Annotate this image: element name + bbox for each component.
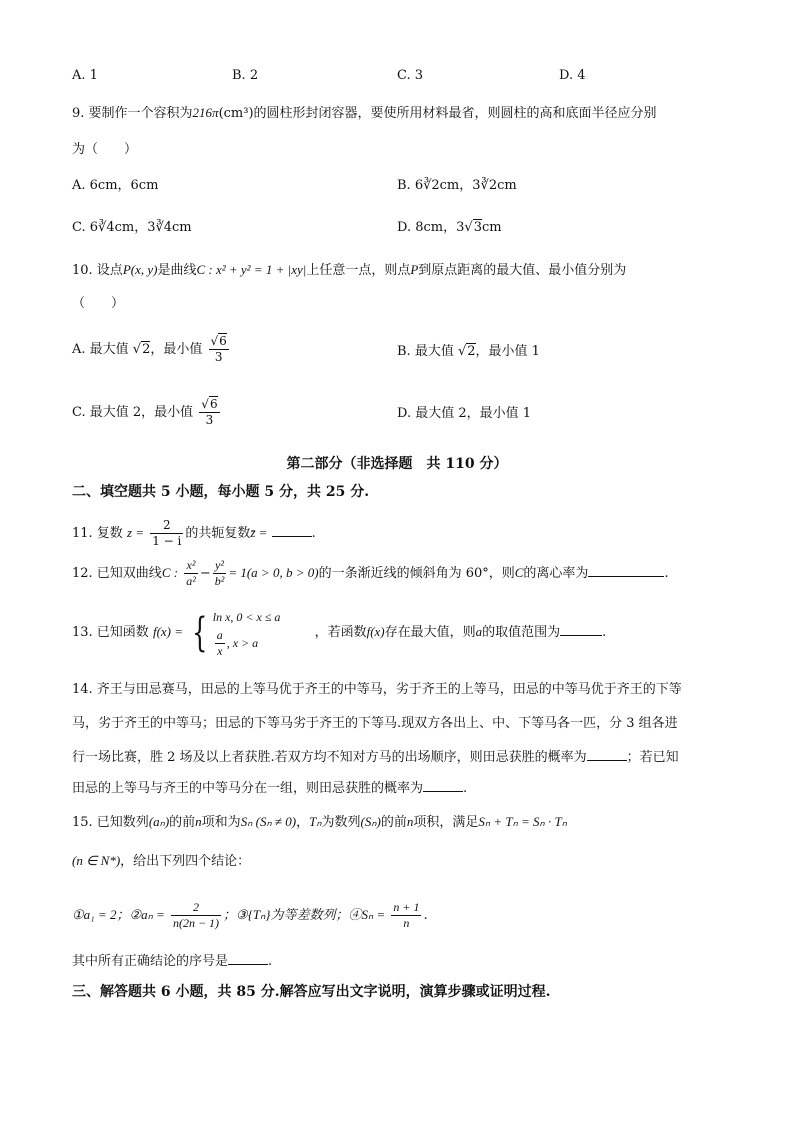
- q9-option-d: D. 8cm，3√3cm: [397, 220, 502, 235]
- q13-cases: ln x, 0 < x ≤ a $\frac{a}{x}$ , x > a: [212, 610, 281, 658]
- q12-fraction-x: $\frac{\text{x²}}{\text{a²}}$: [186, 558, 196, 588]
- q15-answer-blank[interactable]: [228, 950, 268, 965]
- q10-option-c: C. 最大值 2，最小值 $\frac{√6}{3}$: [72, 397, 218, 427]
- q11: 11. 复数 z = $\frac{2}{1 - i}$ 的共轭复数z̄ = .: [72, 518, 316, 548]
- q11-fraction: $\frac{2}{1 - i}$: [152, 518, 182, 548]
- q10-stem: 10. 设点P(x, y)是曲线C : x² + y² = 1 + |xy|上任意一点，则点P到原点距离的最大值、最小值分别为: [72, 262, 627, 278]
- q12-answer-blank[interactable]: [588, 562, 664, 577]
- q9-option-c: C. 6∛4cm，3∛4cm: [72, 220, 192, 235]
- q12-fraction-y: $\frac{\text{y²}}{\text{b²}}$: [214, 558, 225, 588]
- q14-line3: 行一场比赛，胜 2 场及以上者获胜.若双方均不知对方马的出场顺序，则田忌获胜的概率为 ；若已知: [72, 746, 679, 768]
- q14-line1: 14. 齐王与田忌赛马，田忌的上等马优于齐王的中等马，劣于齐王的上等马，田忌的中等马优于齐王的下等: [72, 682, 682, 697]
- q14-line4: 田忌的上等马与齐王的中等马分在一组，则田忌获胜的概率为 .: [72, 777, 467, 799]
- q13-brace: {: [192, 609, 208, 656]
- q12: 12. 已知双曲线C : $\frac{\text{x²}}{\text{a²}}$ − $\frac{\text{y²}}{\text{b²}}$ = 1(a > 0, b > 0)的一条渐近线的倾斜角为 60°，则C的离心率为 .: [72, 558, 669, 588]
- q10-c-fraction: $\frac{√6}{3}$: [201, 397, 218, 427]
- section2-heading: 二、填空题共 5 小题，每小题 5 分，共 25 分.: [72, 484, 370, 500]
- q14-answer-blank-2[interactable]: [423, 777, 463, 792]
- q10-option-b: B. 最大值 √2，最小值 1: [397, 344, 540, 359]
- q9-option-a: A. 6cm，6cm: [72, 178, 159, 193]
- section3-heading: 三、解答题共 6 小题，共 85 分.解答应写出文字说明，演算步骤或证明过程.: [72, 984, 551, 1000]
- q10-option-a: A. 最大值 √2，最小值 $\frac{√6}{3}$: [72, 334, 227, 364]
- q15-line4: 其中所有正确结论的序号是 .: [72, 950, 272, 972]
- q15-fraction-an: $\frac{2}{n(2n - 1)}$: [172, 900, 220, 930]
- q14-line2: 马，劣于齐王的中等马；田忌的下等马劣于齐王的下等马.现双方各出上、中、下等马各一匹，分 3 组各进: [72, 716, 678, 731]
- q8-option-a: A. 1: [72, 68, 98, 83]
- q8-option-d: D. 4: [559, 68, 586, 83]
- q9-stem-line2: 为（ ）: [72, 142, 138, 157]
- q10-stem-line2: （ ）: [72, 296, 125, 311]
- q8-option-c: C. 3: [397, 68, 424, 83]
- q15-line2: (n ∈ N*)，给出下列四个结论：: [72, 853, 251, 869]
- q15-fraction-sn: $\frac{n + 1}{n}$: [393, 900, 420, 930]
- q8-option-b: B. 2: [232, 68, 259, 83]
- part2-title: 第二部分（非选择题 共 110 分）: [286, 456, 508, 472]
- q15-stem: 15. 已知数列(aₙ)的前n项和为Sₙ (Sₙ ≠ 0)，Tₙ为数列(Sₙ)的前n项积，满足Sₙ + Tₙ = Sₙ · Tₙ: [72, 814, 567, 830]
- q14-answer-blank-1[interactable]: [587, 746, 627, 761]
- q9-stem: 9. 要制作一个容积为216π(cm³)的圆柱形封闭容器，要使所用材料最省，则圆柱的高和底面半径应分别: [72, 105, 657, 121]
- q11-answer-blank[interactable]: [272, 522, 312, 537]
- q10-option-d: D. 最大值 2，最小值 1: [397, 406, 532, 421]
- q9-option-b: B. 6∛2cm，3∛2cm: [397, 178, 517, 193]
- q15-conclusions: ①a₁ = 2；②aₙ = $\frac{2}{n(2n - 1)}$ ；③{Tₙ}为等差数列；④Sₙ = $\frac{n + 1}{n}$ .: [72, 900, 428, 930]
- q10-a-fraction: $\frac{√6}{3}$: [210, 334, 227, 364]
- q13-answer-blank[interactable]: [560, 621, 602, 636]
- q13: 13. 已知函数 f(x) = { ln x, 0 < x ≤ a $\frac{a}{x}$ , x > a ，若函数f(x)存在最大值，则a的取值范围为 .: [72, 602, 606, 663]
